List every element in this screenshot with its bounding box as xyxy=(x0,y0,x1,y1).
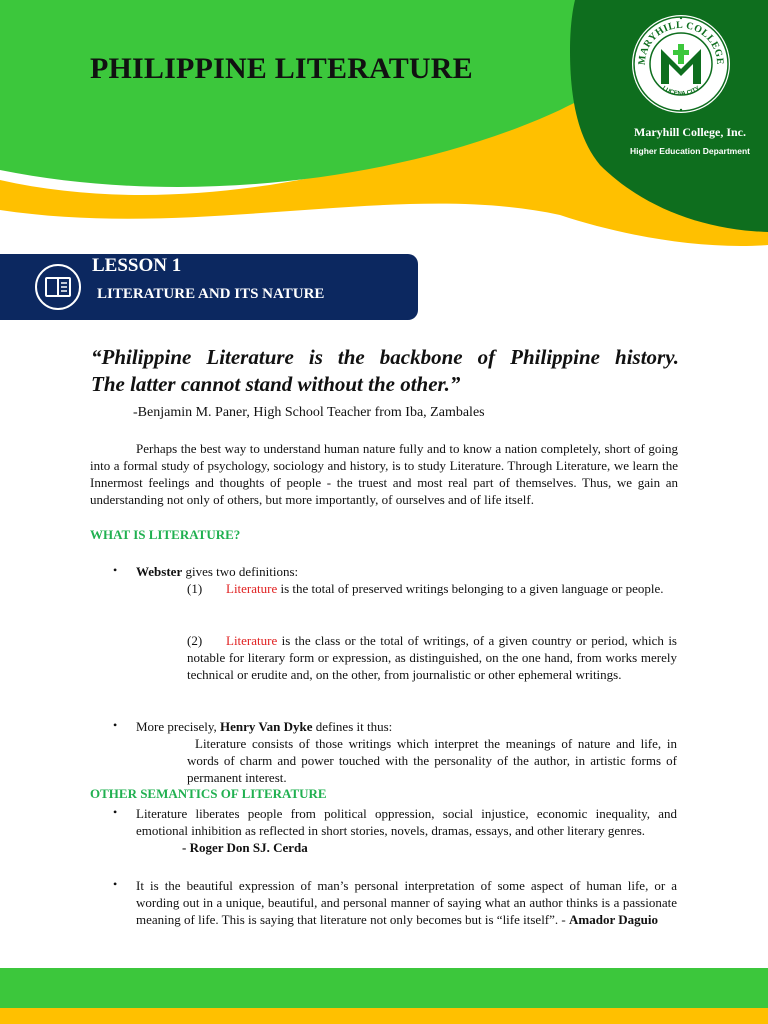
footer-green-band xyxy=(0,968,768,1008)
definition-1-number: (1) xyxy=(187,581,203,596)
semantics-item-1: Literature liberates people from political oppression, social injustice, economic inequality, and emotional inhibition as reflected in short stories, novels, dramas, essays, and other literary genres. xyxy=(136,806,677,838)
quote-line-1: “Philippine Literature is the backbone of Philippine history. xyxy=(91,345,679,369)
svg-text:LUCENA CITY: LUCENA CITY xyxy=(661,85,701,98)
section-heading-what-is-literature: WHAT IS LITERATURE? xyxy=(90,527,241,542)
intro-text: Perhaps the best way to understand human nature fully and to know a nation completely, short of going into a formal study of psychology, sociology and history, is to study Literature. Through Literature, we learn the Innermost feelings and thoughts of people - the truest and most real part of themselves. Thus, we gain an understanding not only of others, but more importantly, of ourselves and of life itself. xyxy=(90,441,678,507)
bullet-dot: • xyxy=(113,805,118,819)
webster-item xyxy=(136,563,298,580)
quote-line-2: The latter cannot stand without the other.” xyxy=(91,372,461,396)
definition-2-number: (2) xyxy=(187,633,203,648)
maryhill-logo xyxy=(631,14,731,114)
semantics-item-2-text: It is the beautiful expression of man’s personal interpretation of some aspect of human life, or a wording out in a unique, beautiful, and personal manner of saying what an author thinks is a passionate meaning of life. This is saying that literature not only becomes but is “life itself”. - xyxy=(136,878,677,927)
quote-attribution: -Benjamin M. Paner, High School Teacher from Iba, Zambales xyxy=(133,405,485,420)
van-dyke-item xyxy=(136,718,392,735)
van-dyke-post: defines it thus: xyxy=(312,719,393,734)
footer-yellow-band xyxy=(0,1008,768,1024)
definition-2 xyxy=(187,632,677,683)
bullet-dot: • xyxy=(113,563,118,577)
van-dyke-pre: More precisely, xyxy=(136,719,220,734)
definition-2-text: is the class or the total of writings, of a given country or period, which is notable for literary form or expression, as distinguished, on the one hand, from works merely technical or erudite and, on the other, from journalistic or other ephemeral writings. xyxy=(187,633,677,682)
semantics-item-1-author: - Roger Don SJ. Cerda xyxy=(182,840,308,855)
svg-text:MARYHILL COLLEGE: MARYHILL COLLEGE xyxy=(636,19,726,66)
opening-quote xyxy=(91,344,679,398)
section-heading-other-semantics: OTHER SEMANTICS OF LITERATURE xyxy=(90,786,327,801)
definition-1-term: Literature xyxy=(226,581,278,596)
webster-name: Webster xyxy=(136,564,183,579)
college-name: Maryhill College, Inc. xyxy=(634,125,746,139)
webster-text: gives two definitions: xyxy=(182,564,299,579)
definition-1 xyxy=(187,580,677,597)
page-title: PHILIPPINE LITERATURE xyxy=(90,52,473,85)
van-dyke-definition: Literature consists of those writings which interpret the meanings of nature and life, in words of charm and power touched with the personality of the author, in artistic forms of permanent interest. xyxy=(187,736,677,785)
footer-banner xyxy=(0,968,768,1024)
semantics-item-2-author: Amador Daguio xyxy=(569,912,658,927)
bullet-dot: • xyxy=(113,877,118,891)
intro-paragraph xyxy=(90,440,678,508)
book-icon xyxy=(33,262,83,312)
semantics-item-2 xyxy=(136,877,677,928)
definition-1-text: is the total of preserved writings belonging to a given language or people. xyxy=(277,581,664,596)
lesson-title: LITERATURE AND ITS NATURE xyxy=(97,286,325,302)
bullet-dot: • xyxy=(113,718,118,732)
van-dyke-name: Henry Van Dyke xyxy=(220,719,313,734)
lesson-number: LESSON 1 xyxy=(92,255,182,276)
definition-2-term: Literature xyxy=(226,633,278,648)
department-name: Higher Education Department xyxy=(630,146,750,156)
